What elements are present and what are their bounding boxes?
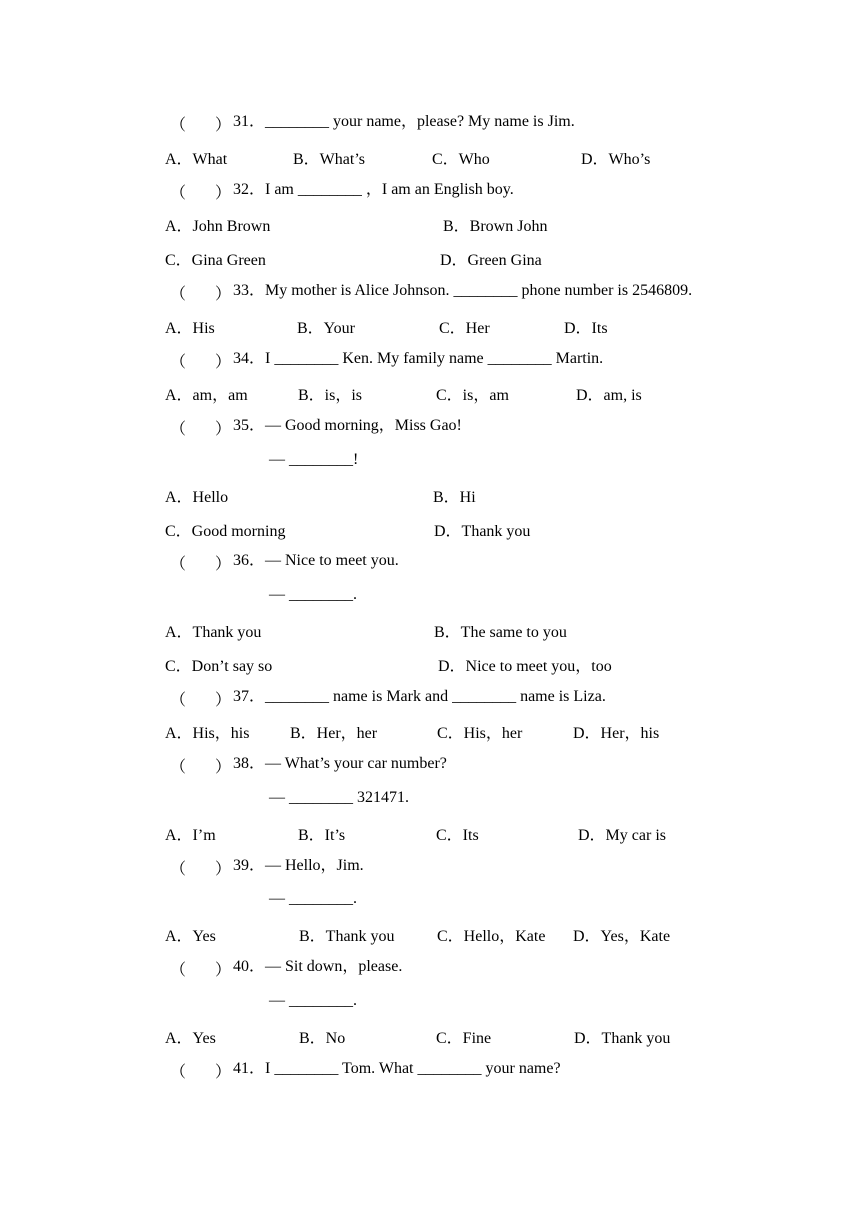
option-b: B．What’s [293, 151, 365, 168]
answer-paren-open: （ [170, 185, 187, 202]
answer-paren-close: ） [215, 861, 232, 878]
answer-paren-open: （ [170, 286, 187, 303]
answer-paren-close: ） [215, 692, 232, 709]
answer-paren-close: ） [215, 962, 232, 979]
option-b: B．No [299, 1030, 346, 1047]
option-c: C．Don’t say so [165, 658, 273, 675]
question-stem: 38．— What’s your car number? [233, 755, 447, 772]
answer-paren-open: （ [170, 354, 187, 371]
option-a: A．What [165, 151, 228, 168]
question-stem: 36．— Nice to meet you. [233, 552, 399, 569]
option-d: D．Her，his [573, 725, 660, 742]
answer-paren-close: ） [215, 759, 232, 776]
option-d: D．Thank you [574, 1030, 671, 1047]
answer-paren-open: （ [170, 117, 187, 134]
answer-paren-open: （ [170, 962, 187, 979]
dialogue-answer-line: — ________! [269, 451, 359, 468]
option-a: A．His，his [165, 725, 250, 742]
option-c: C．Who [432, 151, 490, 168]
option-a: A．Thank you [165, 624, 262, 641]
dialogue-answer-line: — ________ 321471. [269, 789, 409, 806]
option-a: A．I’m [165, 827, 216, 844]
option-a: A．Yes [165, 928, 216, 945]
question-stem: 37．________ name is Mark and ________ name is Liza. [233, 688, 606, 705]
option-d: D．Thank you [434, 523, 531, 540]
option-a: A．am，am [165, 387, 248, 404]
option-a: A．Yes [165, 1030, 216, 1047]
option-b: B．Hi [433, 489, 476, 506]
dialogue-answer-line: — ________. [269, 890, 357, 907]
option-c: C．His，her [437, 725, 523, 742]
dialogue-answer-line: — ________. [269, 992, 357, 1009]
answer-paren-close: ） [215, 421, 232, 438]
question-stem: 32．I am ________ ，I am an English boy. [233, 181, 514, 198]
answer-paren-close: ） [215, 354, 232, 371]
option-d: D．Nice to meet you，too [438, 658, 612, 675]
dialogue-answer-line: — ________. [269, 586, 357, 603]
question-stem: 34．I ________ Ken. My family name ________ Martin. [233, 350, 604, 367]
answer-paren-open: （ [170, 759, 187, 776]
answer-paren-open: （ [170, 421, 187, 438]
option-d: D．Its [564, 320, 608, 337]
option-c: C．Her [439, 320, 490, 337]
question-stem: 40．— Sit down，please. [233, 958, 403, 975]
option-d: D．am, is [576, 387, 642, 404]
option-c: C．Its [436, 827, 479, 844]
option-c: C．is，am [436, 387, 509, 404]
option-d: D．Who’s [581, 151, 651, 168]
answer-paren-open: （ [170, 556, 187, 573]
answer-paren-close: ） [215, 556, 232, 573]
option-b: B．Thank you [299, 928, 395, 945]
option-b: B．Your [297, 320, 355, 337]
option-a: A．John Brown [165, 218, 271, 235]
option-b: B．is，is [298, 387, 363, 404]
option-b: B．The same to you [434, 624, 567, 641]
option-d: D．My car is [578, 827, 666, 844]
question-stem: 35．— Good morning，Miss Gao! [233, 417, 462, 434]
answer-paren-close: ） [215, 185, 232, 202]
question-stem: 33．My mother is Alice Johnson. ________ phone number is 2546809. [233, 282, 693, 299]
option-d: D．Yes，Kate [573, 928, 671, 945]
option-a: A．His [165, 320, 215, 337]
option-d: D．Green Gina [440, 252, 542, 269]
answer-paren-open: （ [170, 1064, 187, 1081]
option-c: C．Hello，Kate [437, 928, 546, 945]
option-c: C．Gina Green [165, 252, 266, 269]
option-a: A．Hello [165, 489, 229, 506]
option-b: B．It’s [298, 827, 346, 844]
answer-paren-close: ） [215, 117, 232, 134]
option-c: C．Fine [436, 1030, 492, 1047]
option-c: C．Good morning [165, 523, 286, 540]
answer-paren-close: ） [215, 286, 232, 303]
answer-paren-close: ） [215, 1064, 232, 1081]
option-b: B．Brown John [443, 218, 548, 235]
question-stem: 41．I ________ Tom. What ________ your name? [233, 1060, 561, 1077]
question-stem: 31．________ your name，please? My name is Jim. [233, 113, 575, 130]
answer-paren-open: （ [170, 861, 187, 878]
answer-paren-open: （ [170, 692, 187, 709]
option-b: B．Her，her [290, 725, 378, 742]
question-stem: 39．— Hello，Jim. [233, 857, 364, 874]
